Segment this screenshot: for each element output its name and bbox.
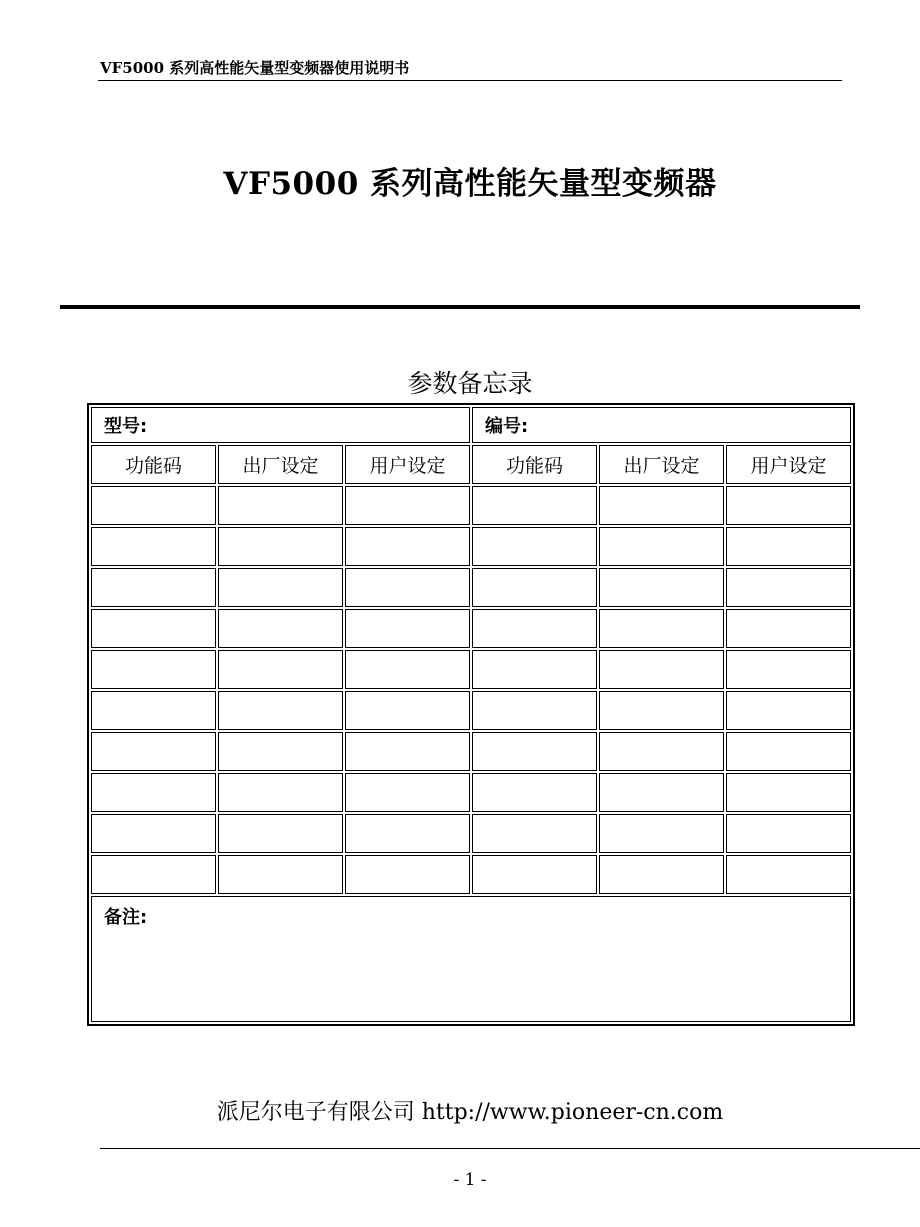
table-row (91, 650, 851, 689)
remarks-label: 备注: (104, 907, 148, 928)
memo-title: 参数备忘录 (407, 369, 533, 398)
model-label: 型号: (104, 416, 148, 437)
table-cell[interactable] (599, 691, 724, 730)
table-cell[interactable] (345, 732, 470, 771)
table-cell[interactable] (599, 650, 724, 689)
table-cell[interactable] (472, 691, 597, 730)
table-cell[interactable] (599, 568, 724, 607)
table-cell[interactable] (726, 650, 851, 689)
table-cell[interactable] (472, 814, 597, 853)
table-cell[interactable] (345, 568, 470, 607)
running-header: VF5000 系列高性能矢量型变频器使用说明书 (100, 59, 410, 77)
table-row (91, 691, 851, 730)
table-cell[interactable] (345, 650, 470, 689)
table-cell[interactable] (218, 486, 343, 525)
table-cell[interactable] (472, 609, 597, 648)
table-cell[interactable] (726, 486, 851, 525)
title-divider (60, 305, 860, 309)
table-cell[interactable] (472, 773, 597, 812)
table-cell[interactable] (472, 732, 597, 771)
table-cell[interactable] (726, 568, 851, 607)
column-header-row (91, 445, 851, 484)
model-field[interactable] (91, 407, 470, 443)
table-cell[interactable] (726, 609, 851, 648)
table-cell[interactable] (345, 814, 470, 853)
table-cell[interactable] (345, 609, 470, 648)
table-row (91, 814, 851, 853)
table-row (91, 773, 851, 812)
table-cell[interactable] (726, 732, 851, 771)
table-cell[interactable] (91, 855, 216, 894)
table-cell[interactable] (472, 527, 597, 566)
header-divider (98, 80, 842, 81)
column-header: 用户设定 (726, 445, 851, 484)
table-cell[interactable] (599, 609, 724, 648)
table-row (91, 855, 851, 894)
table-cell[interactable] (472, 486, 597, 525)
table-cell[interactable] (599, 486, 724, 525)
table-cell[interactable] (599, 855, 724, 894)
company-footer: 派尼尔电子有限公司 http://www.pioneer-cn.com (216, 1100, 724, 1125)
table-cell[interactable] (91, 486, 216, 525)
table-cell[interactable] (599, 773, 724, 812)
remarks-field[interactable] (91, 896, 851, 1022)
table-cell[interactable] (599, 732, 724, 771)
table-cell[interactable] (599, 814, 724, 853)
table-cell[interactable] (218, 609, 343, 648)
table-cell[interactable] (472, 650, 597, 689)
table-cell[interactable] (218, 855, 343, 894)
serial-field[interactable] (472, 407, 851, 443)
table-cell[interactable] (345, 527, 470, 566)
table-cell[interactable] (345, 855, 470, 894)
table-cell[interactable] (472, 855, 597, 894)
table-cell[interactable] (91, 732, 216, 771)
table-row (91, 609, 851, 648)
table-cell[interactable] (726, 773, 851, 812)
table-cell[interactable] (218, 814, 343, 853)
table-cell[interactable] (91, 527, 216, 566)
table-cell[interactable] (91, 773, 216, 812)
table-cell[interactable] (345, 486, 470, 525)
table-cell[interactable] (91, 650, 216, 689)
column-header: 出厂设定 (218, 445, 343, 484)
table-cell[interactable] (91, 814, 216, 853)
table-cell[interactable] (726, 814, 851, 853)
table-cell[interactable] (218, 732, 343, 771)
table-cell[interactable] (599, 527, 724, 566)
table-cell[interactable] (472, 568, 597, 607)
page-number: - 1 - (453, 1170, 487, 1190)
column-header: 功能码 (91, 445, 216, 484)
footer-divider (100, 1148, 920, 1149)
table-cell[interactable] (726, 527, 851, 566)
table-cell[interactable] (726, 855, 851, 894)
table-cell[interactable] (218, 527, 343, 566)
table-row (91, 568, 851, 607)
table-cell[interactable] (726, 691, 851, 730)
table-cell[interactable] (218, 691, 343, 730)
table-cell[interactable] (345, 691, 470, 730)
table-cell[interactable] (91, 691, 216, 730)
document-title: VF5000 系列高性能矢量型变频器 (223, 166, 717, 202)
column-header: 出厂设定 (599, 445, 724, 484)
table-cell[interactable] (91, 568, 216, 607)
serial-label: 编号: (485, 416, 529, 437)
table-row (91, 527, 851, 566)
table-cell[interactable] (345, 773, 470, 812)
table-cell[interactable] (218, 650, 343, 689)
table-cell[interactable] (91, 609, 216, 648)
column-header: 功能码 (472, 445, 597, 484)
table-cell[interactable] (218, 773, 343, 812)
parameter-memo-table (87, 403, 855, 1026)
column-header: 用户设定 (345, 445, 470, 484)
table-row (91, 732, 851, 771)
table-row (91, 486, 851, 525)
table-cell[interactable] (218, 568, 343, 607)
